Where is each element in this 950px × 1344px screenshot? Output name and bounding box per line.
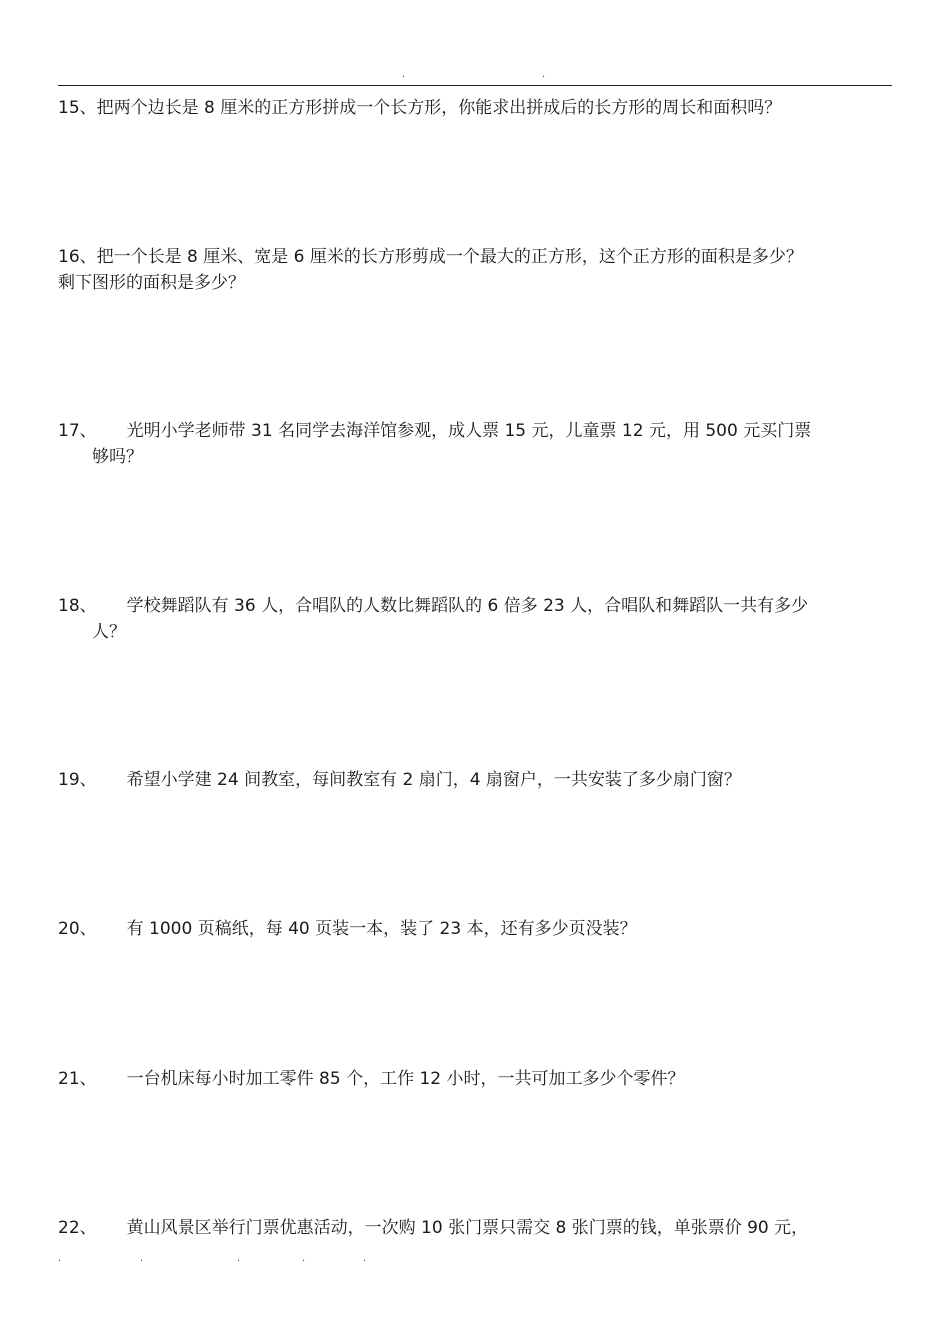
question-22 xyxy=(58,1215,894,1241)
question-18 xyxy=(58,593,894,645)
question-number: 15、 xyxy=(58,98,97,118)
footer-dot: . xyxy=(363,1253,367,1264)
question-text-continued: 够吗？ xyxy=(92,447,143,467)
footer-dots xyxy=(0,1254,950,1264)
header-dot: . xyxy=(542,69,546,80)
question-number: 20、 xyxy=(58,919,97,939)
question-text-continued: 人？ xyxy=(92,622,126,642)
header-rule xyxy=(58,85,892,86)
question-15 xyxy=(58,95,894,121)
footer-dot: . xyxy=(140,1253,144,1264)
question-number: 17、 xyxy=(58,421,97,441)
question-text: 黄山风景区举行门票优惠活动，一次购 10 张门票只需交 8 张门票的钱，单张票价 90 元， xyxy=(126,1218,809,1238)
footer-dot: . xyxy=(302,1253,306,1264)
question-17 xyxy=(58,418,894,470)
question-number: 19、 xyxy=(58,770,97,790)
question-text: 把一个长是 8 厘米、宽是 6 厘米的长方形剪成一个最大的正方形，这个正方形的面积是多少？ xyxy=(96,247,803,267)
question-text-continued: 剩下图形的面积是多少？ xyxy=(58,273,245,293)
footer-dot: . xyxy=(58,1253,62,1264)
question-text: 一台机床每小时加工零件 85 个，工作 12 小时，一共可加工多少个零件？ xyxy=(126,1069,685,1089)
footer-dot: . xyxy=(237,1253,241,1264)
question-number: 16、 xyxy=(58,247,97,267)
question-text: 光明小学老师带 31 名同学去海洋馆参观，成人票 15 元，儿童票 12 元，用 500 元买门票 xyxy=(126,421,812,441)
question-text: 有 1000 页稿纸，每 40 页装一本，装了 23 本，还有多少页没装？ xyxy=(126,919,637,939)
header-dot: . xyxy=(402,69,406,80)
question-16 xyxy=(58,244,894,296)
question-text: 学校舞蹈队有 36 人，合唱队的人数比舞蹈队的 6 倍多 23 人，合唱队和舞蹈队一共有多少 xyxy=(126,596,809,616)
question-text: 希望小学建 24 间教室，每间教室有 2 扇门，4 扇窗户，一共安装了多少扇门窗？ xyxy=(126,770,741,790)
question-number: 18、 xyxy=(58,596,97,616)
question-19 xyxy=(58,767,894,793)
header-dots xyxy=(0,70,950,80)
question-21 xyxy=(58,1066,894,1092)
question-number: 22、 xyxy=(58,1218,97,1238)
question-number: 21、 xyxy=(58,1069,97,1089)
question-text: 把两个边长是 8 厘米的正方形拼成一个长方形，你能求出拼成后的长方形的周长和面积吗？ xyxy=(96,98,782,118)
question-20 xyxy=(58,916,894,942)
